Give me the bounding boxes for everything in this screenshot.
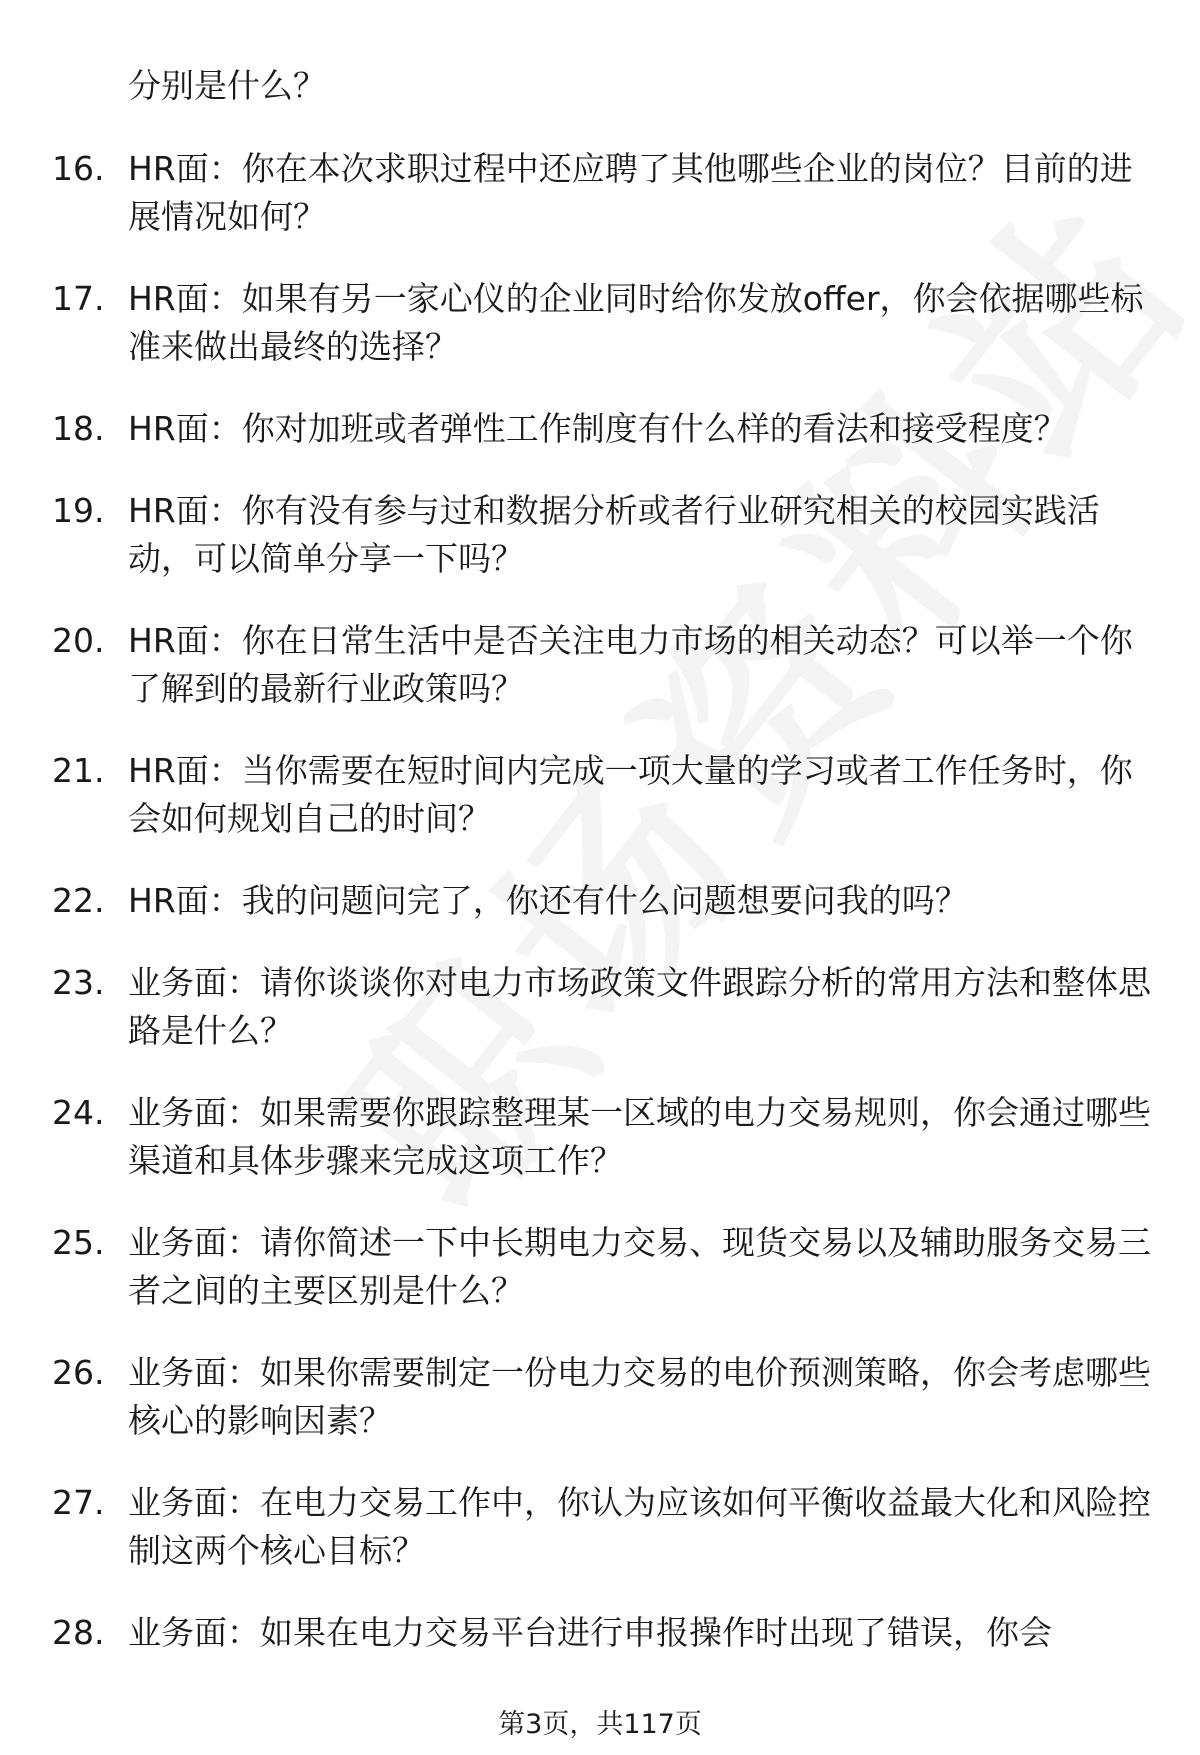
question-text: HR面：你有没有参与过和数据分析或者行业研究相关的校园实践活动，可以简单分享一下吗？ — [128, 491, 1100, 578]
question-number: 16. — [52, 149, 105, 188]
question-number: 26. — [52, 1353, 105, 1392]
question-text: HR面：你对加班或者弹性工作制度有什么样的看法和接受程度？ — [128, 409, 1067, 448]
question-number: 27. — [52, 1483, 105, 1522]
question-number: 22. — [52, 881, 105, 920]
question-text: 业务面：如果你需要制定一份电力交易的电价预测策略，你会考虑哪些核心的影响因素？ — [128, 1353, 1151, 1440]
question-text: HR面：你在日常生活中是否关注电力市场的相关动态？可以举一个你了解到的最新行业政策吗？ — [128, 621, 1133, 708]
question-item — [0, 617, 1200, 713]
question-text: 业务面：请你简述一下中长期电力交易、现货交易以及辅助服务交易三者之间的主要区别是什么？ — [128, 1223, 1151, 1310]
question-item — [0, 747, 1200, 843]
question-item — [0, 1089, 1200, 1185]
question-text: 业务面：请你谈谈你对电力市场政策文件跟踪分析的常用方法和整体思路是什么？ — [128, 963, 1151, 1050]
question-item — [0, 1479, 1200, 1575]
question-item — [0, 275, 1200, 371]
question-item — [0, 145, 1200, 241]
question-number: 19. — [52, 491, 105, 530]
question-number: 25. — [52, 1223, 105, 1262]
question-item — [0, 1349, 1200, 1445]
question-item — [0, 1609, 1200, 1657]
question-text: HR面：你在本次求职过程中还应聘了其他哪些企业的岗位？目前的进展情况如何？ — [128, 149, 1133, 236]
question-text: 业务面：在电力交易工作中，你认为应该如何平衡收益最大化和风险控制这两个核心目标？ — [128, 1483, 1151, 1570]
page-footer: 第3页，共117页 — [498, 1709, 702, 1740]
question-item — [0, 1219, 1200, 1315]
question-number: 20. — [52, 621, 105, 660]
question-text: HR面：我的问题问完了，你还有什么问题想要问我的吗？ — [128, 881, 968, 920]
question-number: 28. — [52, 1613, 105, 1652]
question-number: 21. — [52, 751, 105, 790]
question-item — [0, 487, 1200, 583]
question-item — [0, 877, 1200, 925]
question-number: 17. — [52, 279, 105, 318]
question-list — [0, 145, 1200, 1691]
question-text: HR面：如果有另一家心仪的企业同时给你发放offer，你会依据哪些标准来做出最终的选择？ — [128, 279, 1144, 366]
question-text: 业务面：如果在电力交易平台进行申报操作时出现了错误，你会 — [128, 1613, 1052, 1652]
continuation-text: 分别是什么？ — [128, 66, 326, 105]
question-text: 业务面：如果需要你跟踪整理某一区域的电力交易规则，你会通过哪些渠道和具体步骤来完成这项工作？ — [128, 1093, 1151, 1180]
question-item — [0, 959, 1200, 1055]
question-number: 24. — [52, 1093, 105, 1132]
question-item — [0, 405, 1200, 453]
question-text: HR面：当你需要在短时间内完成一项大量的学习或者工作任务时，你会如何规划自己的时间？ — [128, 751, 1133, 838]
question-number: 18. — [52, 409, 105, 448]
question-number: 23. — [52, 963, 105, 1002]
